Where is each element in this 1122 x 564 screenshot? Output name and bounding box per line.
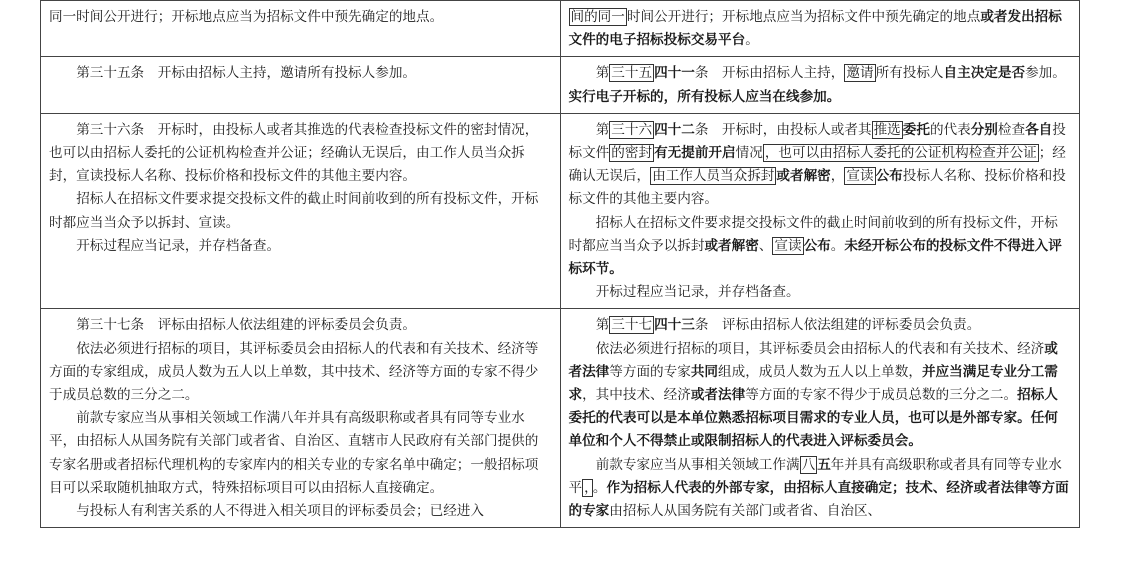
revised-text-cell	[560, 113, 1080, 309]
deleted-text-segment: 八	[801, 456, 816, 473]
revised-text-cell	[560, 1, 1080, 57]
added-text-segment: 或者解密	[776, 168, 831, 185]
text-segment: 前款专家应当从事相关领域工作满八年并具有高级职称或者具有同等专业水平，由招标人从国务院有关部门或者省、自治区、直辖市人民政府有关部门提供的专家名册或者招标代理机构的专家库内的相关专业的专家名单中确定；一般招标项目可以采取随机抽取方式，特殊招标项目可以由招标人直接确定。	[49, 410, 539, 496]
clause-paragraph	[49, 314, 552, 337]
clause-paragraph	[49, 235, 552, 258]
clause-paragraph	[49, 407, 552, 500]
deleted-text-segment: ，也可以由招标人委托的公证机构检查并公证	[764, 145, 1037, 162]
deleted-text-segment: 间的同一	[570, 9, 625, 25]
text-segment: 与投标人有利害关系的人不得进入相关项目的评标委员会；已经进入	[76, 503, 484, 520]
added-text-segment: 四十一	[654, 65, 695, 82]
text-segment: ，其中技术、经济	[582, 387, 691, 404]
text-segment: 、	[758, 237, 773, 254]
added-text-segment: 四十三	[654, 317, 695, 334]
text-segment: 招标人在招标文件要求提交投标文件的截止时间前收到的所有投标文件，开标时都应当当众予以拆封、宣读。	[49, 191, 539, 231]
deleted-text-segment: 推选	[873, 121, 901, 138]
text-segment: 年并具有高级职称或者具有同等专业水平	[568, 456, 1062, 496]
clause-paragraph	[49, 6, 552, 29]
revised-text-cell	[560, 57, 1080, 113]
clause-paragraph	[569, 212, 1072, 282]
original-text-cell	[41, 57, 561, 113]
added-text-segment: 发出招标文件的电子招标投标交易平台	[568, 9, 1062, 49]
clause-paragraph	[49, 500, 552, 523]
text-segment: 依法必须进行招标的项目，其评标委员会由招标人的代表和有关技术、经济	[595, 340, 1045, 357]
added-text-segment: 自主决定是否	[943, 65, 1026, 82]
deleted-text-segment: 宣读	[774, 237, 802, 254]
clause-paragraph	[49, 338, 552, 408]
text-segment: 前款专家应当从事相关领域工作满	[595, 456, 800, 473]
added-text-segment: 并应当满足专业分工需求	[568, 363, 1058, 404]
table-row	[41, 57, 1080, 113]
revised-text-cell	[560, 309, 1080, 528]
deleted-text-segment: ，	[584, 479, 591, 496]
text-segment: 等方面的专家不得少于成员总数的三分之二。	[745, 387, 1018, 404]
deleted-text-segment: 由工作人员当众拆封	[652, 168, 775, 185]
clause-paragraph	[569, 338, 1072, 454]
original-text-cell	[41, 113, 561, 309]
text-segment: 条 开标由招标人主持，	[694, 65, 845, 82]
deleted-text-segment: 三十五	[611, 65, 653, 82]
text-segment: 第三十七条 评标由招标人依法组建的评标委员会负责。	[76, 317, 417, 334]
text-segment: ，	[830, 168, 845, 185]
text-segment: 依法必须进行招标的项目，其评标委员会由招标人的代表和有关技术、经济等方面的专家组成，成员人数为五人以上单数，其中技术、经济等方面的专家不得少于成员总数的三分之二。	[49, 340, 539, 404]
added-text-segment: 五	[817, 456, 831, 473]
text-segment: 条 评标由招标人依法组建的评标委员会负责。	[694, 317, 981, 334]
text-segment: 检查	[997, 121, 1026, 138]
text-segment: 等方面的专家	[609, 363, 691, 380]
added-text-segment: 有无提前开启	[654, 145, 736, 162]
text-segment: 开标过程应当记录，并存档备查。	[595, 284, 800, 301]
text-segment: 。	[830, 237, 845, 254]
added-text-segment: 或者	[980, 9, 1008, 25]
table-row	[41, 309, 1080, 528]
added-text-segment: 或者解密	[704, 237, 759, 254]
deleted-text-segment: 三十六	[611, 121, 653, 138]
text-segment: 时间公开进行；开标地点应当为招标文件中预先确定的地点	[626, 9, 981, 25]
added-text-segment: 共同	[690, 363, 719, 380]
text-segment: 第三十五条 开标由招标人主持，邀请所有投标人参加。	[76, 65, 417, 82]
added-text-segment: 实行电子开标的，所有投标人应当在线参加。	[568, 88, 841, 105]
text-segment: 招标人在招标文件要求提交投标文件的截止时间前收到的所有投标文件，开标时都应当当众予以拆封	[568, 214, 1058, 254]
clause-paragraph	[569, 281, 1072, 304]
added-text-segment: 各自	[1025, 121, 1053, 138]
table-row	[41, 1, 1080, 57]
clause-paragraph	[49, 188, 552, 234]
clause-paragraph	[49, 62, 552, 85]
added-text-segment: 或者法律	[568, 340, 1058, 380]
clause-paragraph	[569, 62, 1072, 108]
text-segment: ；经确认无误后，	[568, 145, 1066, 185]
original-text-cell	[41, 309, 561, 528]
text-segment: 第	[595, 65, 610, 82]
deleted-text-segment: 三十七	[611, 317, 653, 334]
clause-paragraph	[569, 454, 1072, 524]
text-segment: 第	[595, 317, 610, 334]
added-text-segment: 公布	[875, 168, 903, 185]
text-segment: 投标文件	[568, 121, 1066, 162]
text-segment: 第三十六条 开标时，由投标人或者其推选的代表检查投标文件的密封情况，也可以由招标人委托的公证机构检查并公证；经确认无误后，由工作人员当众拆封，宣读投标人名称、投标价格和投标文件的其他主要内容。	[49, 121, 539, 185]
clause-paragraph	[569, 119, 1072, 212]
text-segment: 投标人名称、投标价格和投标文件的其他主要内容。	[568, 168, 1066, 208]
text-segment: 开标过程应当记录，并存档备查。	[76, 237, 281, 254]
text-segment: 。	[745, 32, 759, 49]
added-text-segment: 委托	[902, 121, 930, 138]
clause-paragraph	[569, 6, 1072, 52]
added-text-segment: 或者法律	[690, 387, 746, 404]
comparison-table	[40, 0, 1080, 528]
text-segment: 条 开标时，由投标人或者其	[694, 121, 872, 138]
text-segment: 的代表	[929, 121, 971, 138]
clause-paragraph	[569, 314, 1072, 337]
deleted-text-segment: 的密封	[611, 145, 653, 162]
text-segment: 由招标人从国务院有关部门或者省、自治区、	[609, 503, 882, 520]
added-text-segment: 未经开标公布的投标文件不得进入评标环节。	[568, 237, 1062, 278]
text-segment: 所有投标人	[875, 65, 944, 82]
text-segment: 参加。	[1025, 65, 1066, 82]
added-text-segment: 四十二	[654, 121, 695, 138]
added-text-segment: 招标人委托的代表可以是本单位熟悉招标项目需求的专业人员，也可以是外部专家。任何单位和个人不得禁止或限制招标人的代表进入评标委员会。	[568, 387, 1058, 450]
text-segment: 第	[595, 121, 610, 138]
added-text-segment: 作为招标人代表的外部专家，由招标人直接确定；技术、经济或者法律等方面的专家	[568, 479, 1069, 520]
deleted-text-segment: 邀请	[846, 65, 874, 82]
added-text-segment: 分别	[970, 121, 998, 138]
text-segment: 情况	[735, 145, 763, 162]
comparison-table-body	[41, 1, 1080, 528]
added-text-segment: 公布	[803, 237, 831, 254]
original-text-cell	[41, 1, 561, 57]
deleted-text-segment: 宣读	[846, 168, 874, 185]
text-segment: 。	[592, 479, 607, 496]
text-segment: 同一时间公开进行；开标地点应当为招标文件中预先确定的地点。	[49, 9, 444, 25]
text-segment: 组成，成员人数为五人以上单数，	[718, 363, 922, 380]
table-row	[41, 113, 1080, 309]
clause-paragraph	[49, 119, 552, 189]
